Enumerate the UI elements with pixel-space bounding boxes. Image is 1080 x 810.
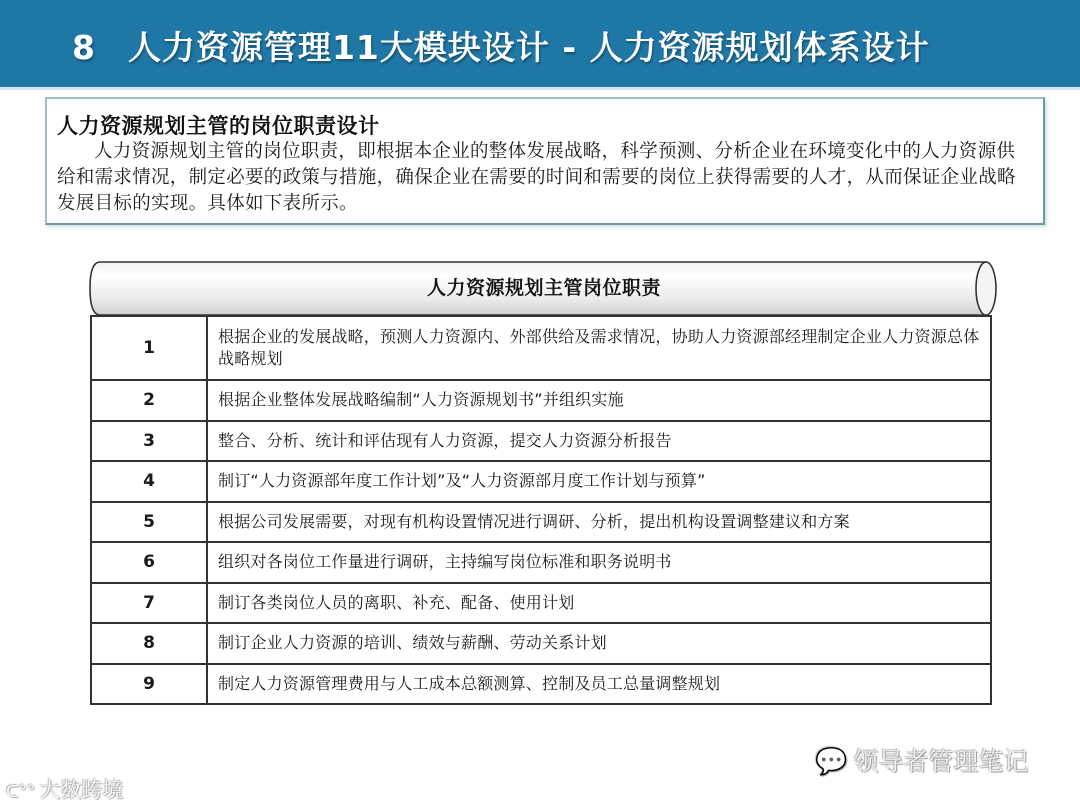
row-text: 根据公司发展需要，对现有机构设置情况进行调研、分析，提出机构设置调整建议和方案 xyxy=(207,502,991,543)
intro-box xyxy=(45,97,1045,225)
slide-title xyxy=(72,22,930,69)
wechat-icon: 💬 xyxy=(815,747,848,777)
row-index: 5 xyxy=(91,502,207,543)
row-text: 组织对各岗位工作量进行调研，主持编写岗位标准和职务说明书 xyxy=(207,542,991,583)
row-text: 制订企业人力资源的培训、绩效与薪酬、劳动关系计划 xyxy=(207,623,991,664)
row-text: 制订各类岗位人员的离职、补充、配备、使用计划 xyxy=(207,583,991,624)
slide-title-text: 人力资源管理11大模块设计 - 人力资源规划体系设计 xyxy=(127,28,930,67)
row-text: 制定人力资源管理费用与人工成本总额测算、控制及员工总量调整规划 xyxy=(207,664,991,705)
row-text: 整合、分析、统计和评估现有人力资源，提交人力资源分析报告 xyxy=(207,421,991,462)
row-index: 4 xyxy=(91,461,207,502)
row-index: 1 xyxy=(91,316,207,380)
table-title-scroll xyxy=(88,260,1000,316)
intro-paragraph: 人力资源规划主管的岗位职责，即根据本企业的整体发展战略，科学预测、分析企业在环境变化中的人力资源供给和需求情况，制定必要的政策与措施，确保企业在需要的时间和需要的岗位上获得需要的人才，从而保证企业战略发展目标的实现。具体如下表所示。 xyxy=(57,141,1016,214)
table-row xyxy=(91,502,991,543)
watermark-left-text: 大数跨境 xyxy=(39,778,124,802)
table-row xyxy=(91,583,991,624)
table-row xyxy=(91,623,991,664)
row-text: 根据企业的发展战略，预测人力资源内、外部供给及需求情况，协助人力资源部经理制定企业人力资源总体战略规划 xyxy=(207,316,991,380)
duties-table-container xyxy=(88,260,1000,694)
table-row xyxy=(91,316,991,380)
watermark-right-text: 领导者管理笔记 xyxy=(853,747,1029,776)
row-index: 3 xyxy=(91,421,207,462)
table-row xyxy=(91,461,991,502)
table-row xyxy=(91,380,991,421)
slide-number: 8 xyxy=(72,28,96,67)
brand-logo-icon: ᑕ°° xyxy=(6,782,36,802)
table-row xyxy=(91,542,991,583)
duties-table xyxy=(90,315,992,705)
row-text: 制订“人力资源部年度工作计划”及“人力资源部月度工作计划与预算” xyxy=(207,461,991,502)
row-text: 根据企业整体发展战略编制“人力资源规划书”并组织实施 xyxy=(207,380,991,421)
intro-heading: 人力资源规划主管的岗位职责设计 xyxy=(57,114,380,138)
table-row xyxy=(91,664,991,705)
row-index: 9 xyxy=(91,664,207,705)
watermark-wechat xyxy=(815,742,1028,778)
row-index: 2 xyxy=(91,380,207,421)
watermark-dashujuajing xyxy=(6,774,123,804)
table-row xyxy=(91,421,991,462)
row-index: 6 xyxy=(91,542,207,583)
row-index: 8 xyxy=(91,623,207,664)
row-index: 7 xyxy=(91,583,207,624)
header-band xyxy=(0,0,1080,90)
table-title: 人力资源规划主管岗位职责 xyxy=(426,277,661,299)
